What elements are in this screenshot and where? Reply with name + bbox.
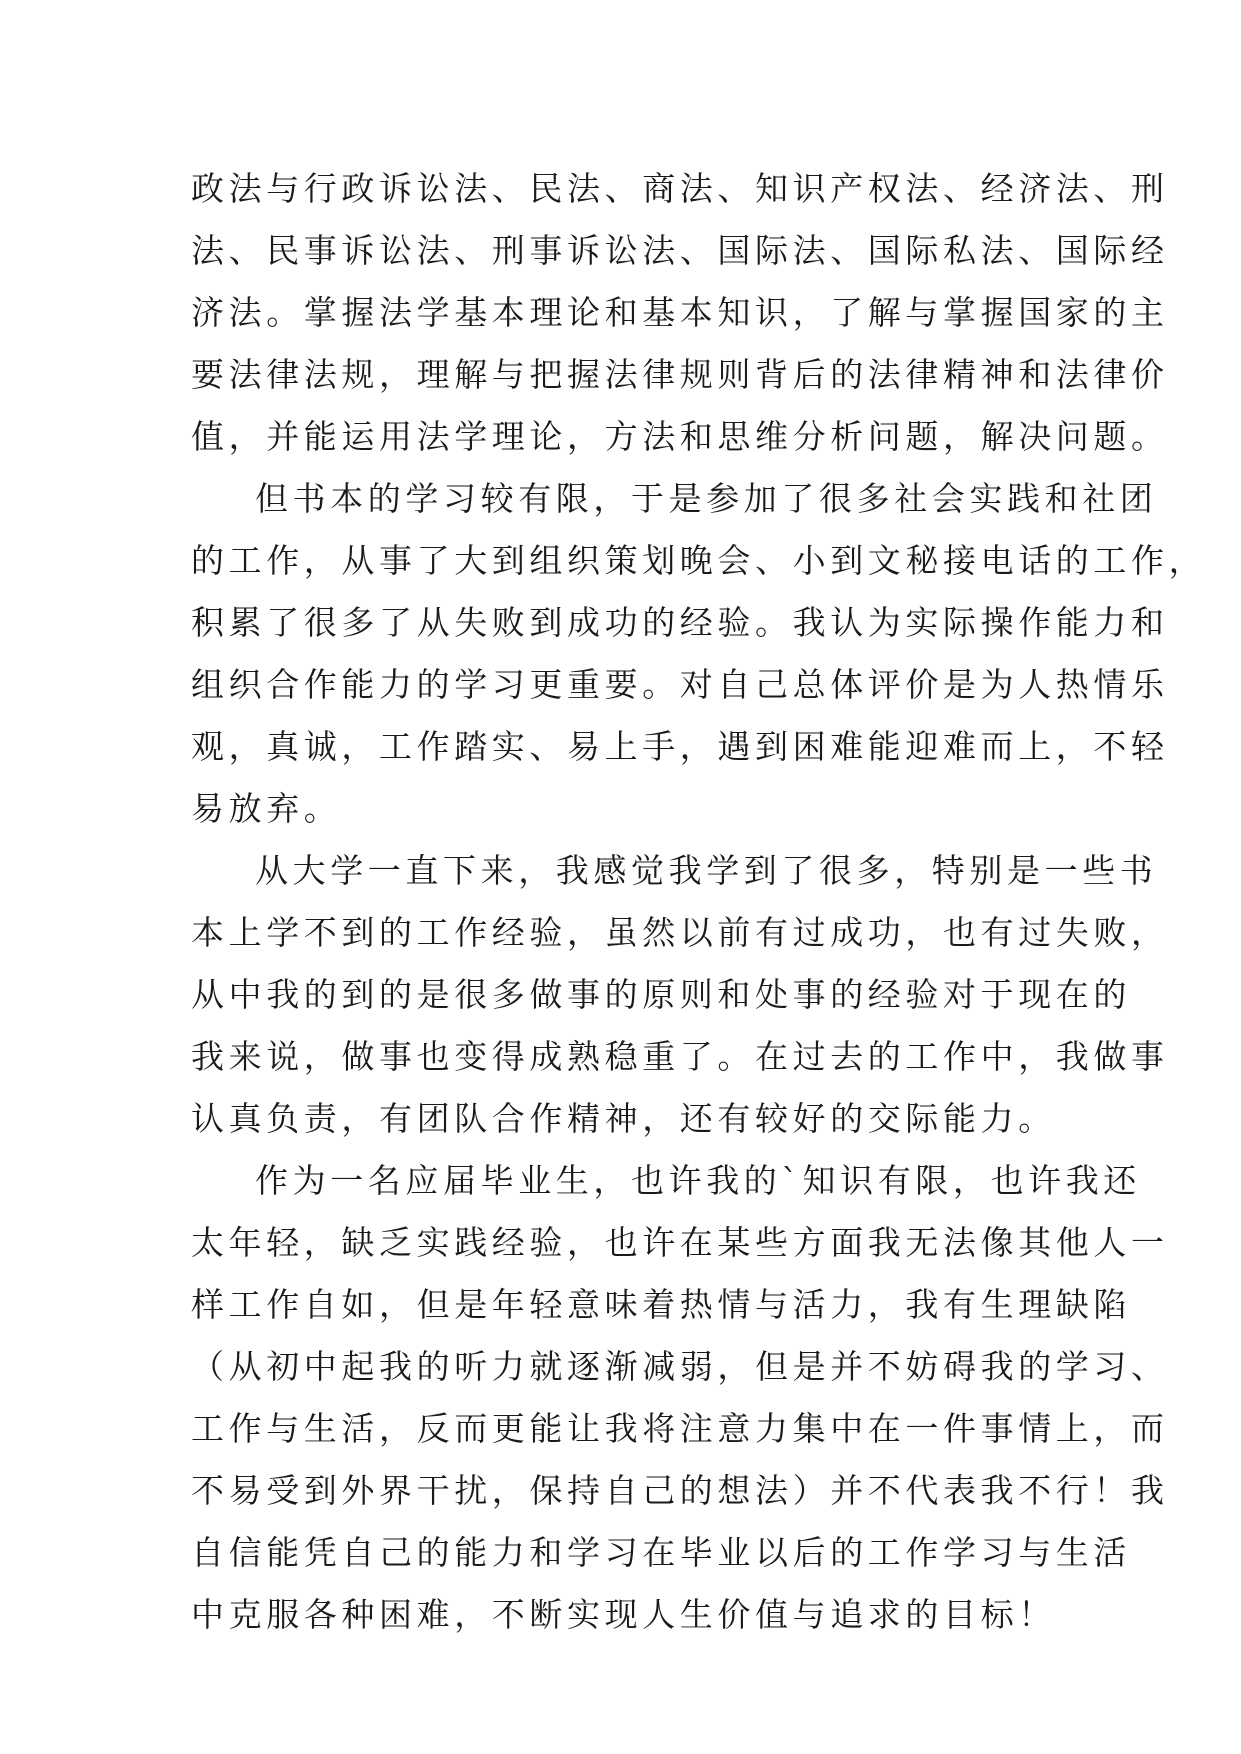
- text-line: 样工作自如，但是年轻意味着热情与活力，我有生理缺陷: [191, 1285, 1131, 1324]
- text-line: 易放弃。: [191, 789, 342, 828]
- text-line: 积累了很多了从失败到成功的经验。我认为实际操作能力和: [191, 603, 1169, 642]
- text-line: 我来说，做事也变得成熟稳重了。在过去的工作中，我做事: [191, 1037, 1169, 1076]
- text-line: 的工作，从事了大到组织策划晚会、小到文秘接电话的工作，: [191, 541, 1207, 580]
- text-line: 观，真诚，工作踏实、易上手，遇到困难能迎难而上，不轻: [191, 727, 1169, 766]
- text-line: 法、民事诉讼法、刑事诉讼法、国际法、国际私法、国际经: [191, 231, 1169, 270]
- text-line: 太年轻，缺乏实践经验，也许在某些方面我无法像其他人一: [191, 1223, 1169, 1262]
- text-line: 组织合作能力的学习更重要。对自己总体评价是为人热情乐: [191, 665, 1169, 704]
- document-body: [191, 158, 1207, 1646]
- text-line: 工作与生活，反而更能让我将注意力集中在一件事情上，而: [191, 1409, 1169, 1448]
- text-line: 值，并能运用法学理论，方法和思维分析问题，解决问题。: [191, 417, 1169, 456]
- text-line: 从大学一直下来，我感觉我学到了很多，特别是一些书: [255, 851, 1158, 890]
- text-line: 要法律法规，理解与把握法律规则背后的法律精神和法律价: [191, 355, 1169, 394]
- text-line: 济法。掌握法学基本理论和基本知识，了解与掌握国家的主: [191, 293, 1169, 332]
- text-line: 本上学不到的工作经验，虽然以前有过成功，也有过失败，: [191, 913, 1169, 952]
- paragraph: [191, 468, 1207, 840]
- text-line: 自信能凭自己的能力和学习在毕业以后的工作学习与生活: [191, 1533, 1131, 1572]
- paragraph: [191, 1150, 1169, 1646]
- text-line: 从中我的到的是很多做事的原则和处事的经验对于现在的: [191, 975, 1131, 1014]
- text-line: 认真负责，有团队合作精神，还有较好的交际能力。: [191, 1099, 1056, 1138]
- text-line: 作为一名应届毕业生，也许我的`知识有限，也许我还: [255, 1161, 1141, 1200]
- text-line: （从初中起我的听力就逐渐减弱，但是并不妨碍我的学习、: [191, 1347, 1169, 1386]
- text-line: 但书本的学习较有限，于是参加了很多社会实践和社团: [255, 479, 1158, 518]
- text-line: 中克服各种困难，不断实现人生价值与追求的目标！: [191, 1595, 1056, 1634]
- text-line: 不易受到外界干扰，保持自己的想法）并不代表我不行！我: [191, 1471, 1169, 1510]
- paragraph: [191, 840, 1169, 1150]
- text-line: 政法与行政诉讼法、民法、商法、知识产权法、经济法、刑: [191, 169, 1169, 208]
- paragraph: [191, 158, 1169, 468]
